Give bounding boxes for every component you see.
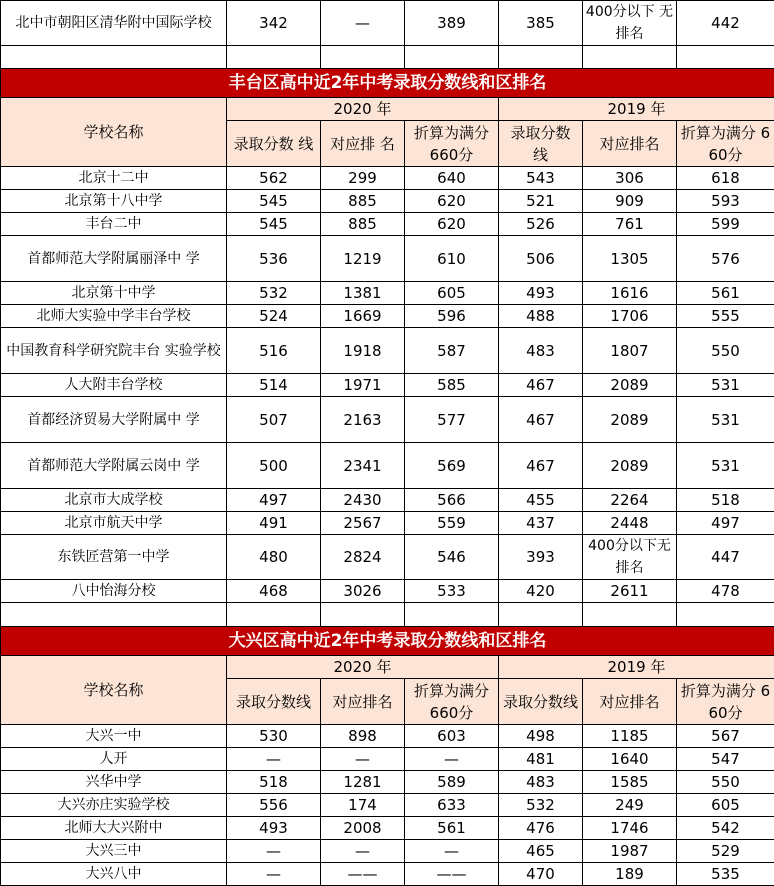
rank-2020-cell: 1669: [321, 305, 405, 328]
scaled-2019-cell: 567: [677, 725, 774, 748]
year-2019-header: 2019 年: [499, 98, 774, 121]
score-2020-cell: 536: [227, 236, 321, 282]
rank-2019-cell: 909: [583, 190, 677, 213]
score-2019-cell: 526: [499, 213, 583, 236]
scaled-2020-cell: 587: [405, 328, 499, 374]
score-2019-cell: 543: [499, 167, 583, 190]
score-2019-cell: 483: [499, 328, 583, 374]
table-row: [1, 748, 774, 771]
school-name-cell: 北京第十八中学: [1, 190, 227, 213]
score-2020-cell: 545: [227, 213, 321, 236]
scaled-2020-cell: 589: [405, 771, 499, 794]
column-header: 录取分数 线: [499, 121, 583, 167]
scaled-2020-cell: 585: [405, 374, 499, 397]
table-row: [1, 794, 774, 817]
scaled-2020-cell: 633: [405, 794, 499, 817]
school-name-cell: 八中怡海分校: [1, 580, 227, 603]
rank-2020-cell: 2567: [321, 512, 405, 535]
rank-2020-cell: —: [321, 840, 405, 863]
score-2019-cell: 488: [499, 305, 583, 328]
rank-2019-cell: 2089: [583, 397, 677, 443]
year-2020-header: 2020 年: [227, 98, 499, 121]
table-row: [1, 236, 774, 282]
rank-2020-cell: 898: [321, 725, 405, 748]
school-name-cell: 首都师范大学附属云岗中 学: [1, 443, 227, 489]
rank-2020-cell: 1381: [321, 282, 405, 305]
scaled-2020-cell: 620: [405, 213, 499, 236]
fengtai-title-row: [1, 69, 774, 98]
score-2019-cell: 483: [499, 771, 583, 794]
scaled-2019-cell: 561: [677, 282, 774, 305]
school-name-cell: 东铁匠营第一中学: [1, 535, 227, 580]
school-name-cell: 兴华中学: [1, 771, 227, 794]
year-2019-header: 2019 年: [499, 656, 774, 679]
score-2020-cell: 532: [227, 282, 321, 305]
table-row: [1, 512, 774, 535]
school-name-cell: 大兴三中: [1, 840, 227, 863]
rank-2019-cell: 1746: [583, 817, 677, 840]
scaled-2020-cell: 577: [405, 397, 499, 443]
scaled-2019-cell: 478: [677, 580, 774, 603]
school-name-cell: 丰台二中: [1, 213, 227, 236]
school-name-cell: 首都师范大学附属丽泽中 学: [1, 236, 227, 282]
score-2020-cell: —: [227, 840, 321, 863]
score-2020-cell: 518: [227, 771, 321, 794]
column-header: 折算为满分 660分: [677, 121, 774, 167]
table-row: [1, 1, 774, 46]
scaled-2019-cell: 442: [677, 1, 774, 46]
fengtai-body: [1, 167, 774, 603]
column-header: 折算为满分 660分: [405, 121, 499, 167]
scaled-2020-cell: —: [405, 748, 499, 771]
rank-2020-cell: —: [321, 1, 405, 46]
score-2020-cell: 524: [227, 305, 321, 328]
score-2020-cell: 556: [227, 794, 321, 817]
scaled-2020-cell: 559: [405, 512, 499, 535]
scaled-2020-cell: 561: [405, 817, 499, 840]
table-row: [1, 771, 774, 794]
column-header: 对应排名: [583, 121, 677, 167]
score-2020-cell: 530: [227, 725, 321, 748]
table-row: [1, 863, 774, 886]
school-name-cell: 北师大大兴附中: [1, 817, 227, 840]
table-row: [1, 305, 774, 328]
rank-2020-cell: —: [321, 748, 405, 771]
rank-2020-cell: 2008: [321, 817, 405, 840]
rank-2019-cell: 2264: [583, 489, 677, 512]
rank-2019-cell: 1616: [583, 282, 677, 305]
scaled-2019-cell: 529: [677, 840, 774, 863]
spacer-row: [1, 46, 774, 69]
rank-2020-cell: 174: [321, 794, 405, 817]
table-row: [1, 167, 774, 190]
school-name-cell: 人大附丰台学校: [1, 374, 227, 397]
rank-2020-cell: 885: [321, 213, 405, 236]
scaled-2020-cell: 640: [405, 167, 499, 190]
score-2019-cell: 476: [499, 817, 583, 840]
table-row: [1, 190, 774, 213]
score-2019-cell: 437: [499, 512, 583, 535]
scaled-2020-cell: —: [405, 840, 499, 863]
scaled-2019-cell: 447: [677, 535, 774, 580]
rank-2019-cell: 1585: [583, 771, 677, 794]
table-row: [1, 397, 774, 443]
rank-2019-cell: 1987: [583, 840, 677, 863]
scaled-2020-cell: 533: [405, 580, 499, 603]
rank-2019-cell: 2611: [583, 580, 677, 603]
rank-2020-cell: 3026: [321, 580, 405, 603]
school-name-cell: 大兴一中: [1, 725, 227, 748]
rank-2019-cell: 2089: [583, 443, 677, 489]
scaled-2020-cell: 596: [405, 305, 499, 328]
spacer-row: [1, 603, 774, 627]
table-row: [1, 213, 774, 236]
score-2020-cell: 491: [227, 512, 321, 535]
rank-2019-cell: 400分以下 无排名: [583, 1, 677, 46]
scaled-2019-cell: 535: [677, 863, 774, 886]
section-gap: [1, 603, 774, 725]
scaled-2019-cell: 555: [677, 305, 774, 328]
school-name-cell: 大兴亦庄实验学校: [1, 794, 227, 817]
school-column-header: 学校名称: [1, 656, 227, 725]
table-row: [1, 328, 774, 374]
table-row: [1, 725, 774, 748]
rank-2020-cell: ——: [321, 863, 405, 886]
rank-2020-cell: 2430: [321, 489, 405, 512]
column-header: 对应排名: [321, 679, 405, 725]
daxing-section-title: 大兴区高中近2年中考录取分数线和区排名: [1, 627, 774, 656]
column-header: 折算为满分 660分: [677, 679, 774, 725]
score-2020-cell: 516: [227, 328, 321, 374]
school-name-cell: 首都经济贸易大学附属中 学: [1, 397, 227, 443]
scaled-2019-cell: 497: [677, 512, 774, 535]
table-row: [1, 489, 774, 512]
rank-2019-cell: 2089: [583, 374, 677, 397]
score-2019-cell: 420: [499, 580, 583, 603]
score-2020-cell: —: [227, 748, 321, 771]
score-2019-cell: 385: [499, 1, 583, 46]
daxing-title-row: [1, 627, 774, 656]
school-name-cell: 北京市大成学校: [1, 489, 227, 512]
school-name-cell: 北中市朝阳区清华附中国际学校: [1, 1, 227, 46]
daxing-body: [1, 725, 774, 886]
score-2019-cell: 455: [499, 489, 583, 512]
score-2019-cell: 470: [499, 863, 583, 886]
scaled-2020-cell: 620: [405, 190, 499, 213]
school-name-cell: 北京十二中: [1, 167, 227, 190]
column-header: 对应排 名: [321, 121, 405, 167]
fengtai-year-header-row: [1, 98, 774, 121]
rank-2020-cell: 1281: [321, 771, 405, 794]
column-header: 对应排名: [583, 679, 677, 725]
table-body: [1, 1, 774, 167]
fengtai-section-title: 丰台区高中近2年中考录取分数线和区排名: [1, 69, 774, 98]
scaled-2019-cell: 518: [677, 489, 774, 512]
scaled-2020-cell: 603: [405, 725, 499, 748]
scaled-2019-cell: 599: [677, 213, 774, 236]
score-2019-cell: 467: [499, 374, 583, 397]
column-header: 录取分数线: [499, 679, 583, 725]
score-2019-cell: 467: [499, 397, 583, 443]
daxing-year-header-row: [1, 656, 774, 679]
table-row: [1, 282, 774, 305]
scaled-2020-cell: 566: [405, 489, 499, 512]
rank-2019-cell: 1807: [583, 328, 677, 374]
score-2019-cell: 506: [499, 236, 583, 282]
score-2019-cell: 493: [499, 282, 583, 305]
score-2020-cell: 562: [227, 167, 321, 190]
column-header: 录取分数 线: [227, 121, 321, 167]
column-header: 折算为满分 660分: [405, 679, 499, 725]
rank-2019-cell: 1706: [583, 305, 677, 328]
scaled-2019-cell: 605: [677, 794, 774, 817]
scaled-2019-cell: 550: [677, 771, 774, 794]
rank-2019-cell: 249: [583, 794, 677, 817]
score-2020-cell: 468: [227, 580, 321, 603]
rank-2019-cell: 306: [583, 167, 677, 190]
table-row: [1, 817, 774, 840]
rank-2020-cell: 1971: [321, 374, 405, 397]
school-name-cell: 北师大实验中学丰台学校: [1, 305, 227, 328]
rank-2019-cell: 189: [583, 863, 677, 886]
score-2020-cell: 545: [227, 190, 321, 213]
column-header: 录取分数线: [227, 679, 321, 725]
scaled-2019-cell: 542: [677, 817, 774, 840]
scaled-2019-cell: 531: [677, 443, 774, 489]
scaled-2019-cell: 531: [677, 397, 774, 443]
scaled-2020-cell: 546: [405, 535, 499, 580]
scaled-2019-cell: 593: [677, 190, 774, 213]
scaled-2019-cell: 550: [677, 328, 774, 374]
scaled-2019-cell: 576: [677, 236, 774, 282]
rank-2020-cell: 1219: [321, 236, 405, 282]
table-row: [1, 840, 774, 863]
score-2020-cell: 514: [227, 374, 321, 397]
score-2020-cell: 493: [227, 817, 321, 840]
score-2020-cell: 480: [227, 535, 321, 580]
score-2019-cell: 498: [499, 725, 583, 748]
score-2020-cell: 497: [227, 489, 321, 512]
scaled-2020-cell: 389: [405, 1, 499, 46]
score-2019-cell: 465: [499, 840, 583, 863]
table-row: [1, 443, 774, 489]
table-row: [1, 374, 774, 397]
rank-2019-cell: 761: [583, 213, 677, 236]
rank-2020-cell: 2824: [321, 535, 405, 580]
year-2020-header: 2020 年: [227, 656, 499, 679]
school-name-cell: 大兴八中: [1, 863, 227, 886]
score-2020-cell: —: [227, 863, 321, 886]
school-name-cell: 中国教育科学研究院丰台 实验学校: [1, 328, 227, 374]
rank-2020-cell: 885: [321, 190, 405, 213]
rank-2019-cell: 1185: [583, 725, 677, 748]
scaled-2020-cell: ——: [405, 863, 499, 886]
scaled-2020-cell: 610: [405, 236, 499, 282]
scaled-2020-cell: 569: [405, 443, 499, 489]
score-2019-cell: 532: [499, 794, 583, 817]
scaled-2019-cell: 618: [677, 167, 774, 190]
scaled-2020-cell: 605: [405, 282, 499, 305]
rank-2019-cell: 1305: [583, 236, 677, 282]
rank-2019-cell: 1640: [583, 748, 677, 771]
rank-2019-cell: 2448: [583, 512, 677, 535]
school-name-cell: 北京市航天中学: [1, 512, 227, 535]
school-name-cell: 北京第十中学: [1, 282, 227, 305]
table-row: [1, 580, 774, 603]
school-column-header: 学校名称: [1, 98, 227, 167]
score-2020-cell: 342: [227, 1, 321, 46]
rank-2020-cell: 2163: [321, 397, 405, 443]
rank-2020-cell: 1918: [321, 328, 405, 374]
score-2019-cell: 393: [499, 535, 583, 580]
score-2020-cell: 507: [227, 397, 321, 443]
score-2020-cell: 500: [227, 443, 321, 489]
table-row: [1, 535, 774, 580]
rank-2020-cell: 2341: [321, 443, 405, 489]
score-2019-cell: 481: [499, 748, 583, 771]
score-2019-cell: 467: [499, 443, 583, 489]
school-name-cell: 人开: [1, 748, 227, 771]
scaled-2019-cell: 547: [677, 748, 774, 771]
score-2019-cell: 521: [499, 190, 583, 213]
scaled-2019-cell: 531: [677, 374, 774, 397]
rank-2019-cell: 400分以下无排名: [583, 535, 677, 580]
rank-2020-cell: 299: [321, 167, 405, 190]
